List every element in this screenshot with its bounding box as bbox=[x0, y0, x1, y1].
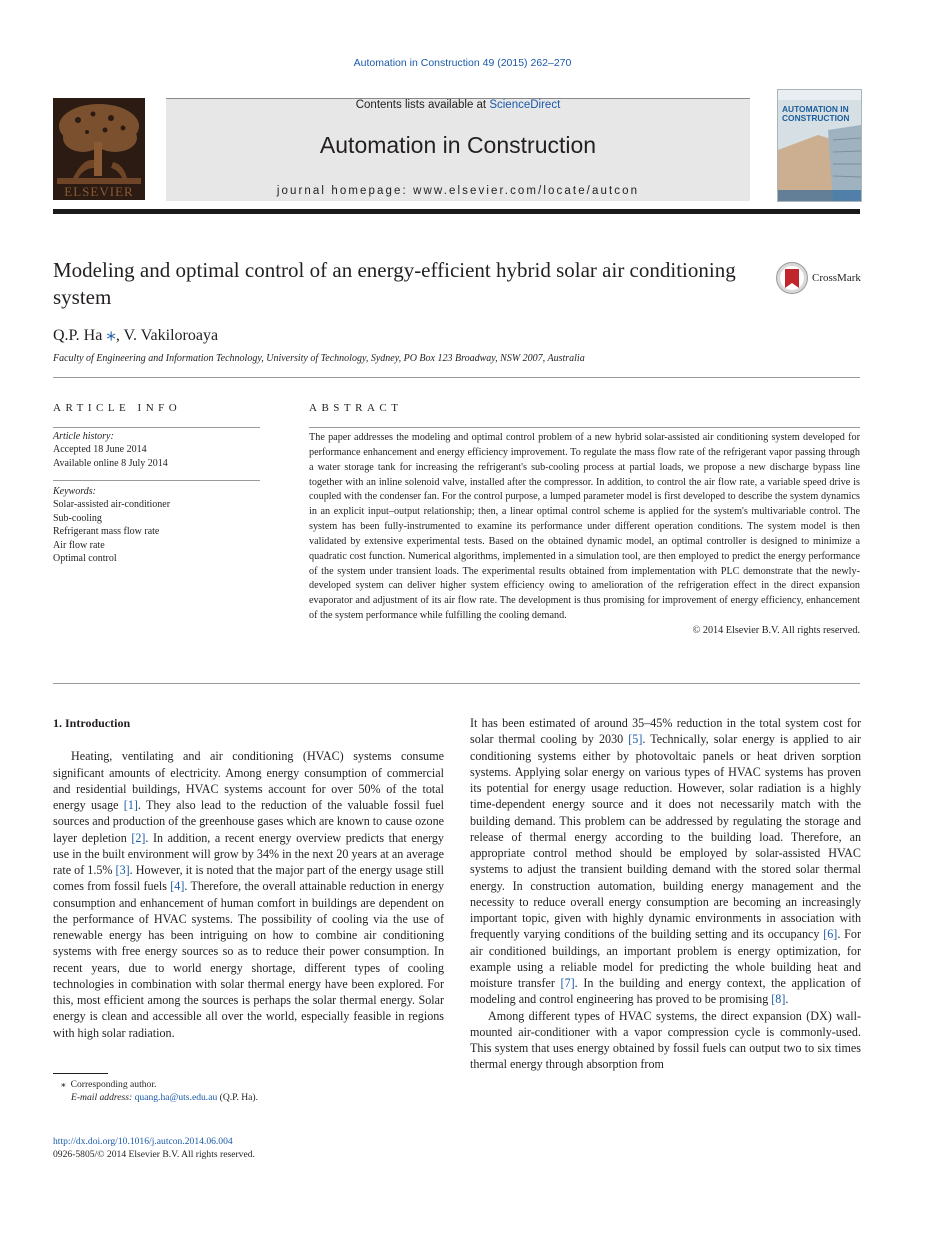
crossmark-label: CrossMark bbox=[812, 272, 861, 284]
doi-link[interactable]: http://dx.doi.org/10.1016/j.autcon.2014.06.004 bbox=[53, 1136, 233, 1147]
abstract-heading: ABSTRACT bbox=[309, 402, 403, 414]
citation-ref-4[interactable]: [4] bbox=[170, 879, 185, 894]
citation-ref-7[interactable]: [7] bbox=[560, 976, 575, 990]
article-history bbox=[53, 430, 260, 470]
corresponding-note: ⁎ Corresponding author. bbox=[61, 1079, 157, 1090]
history-label: Article history: bbox=[53, 431, 114, 442]
footnote-rule bbox=[53, 1073, 108, 1074]
keyword-item: Sub-cooling bbox=[53, 512, 102, 524]
abstract-copyright: © 2014 Elsevier B.V. All rights reserved. bbox=[692, 624, 860, 636]
publisher-wordmark: ELSEVIER bbox=[64, 184, 134, 199]
accepted-date: Accepted 18 June 2014 bbox=[53, 444, 147, 456]
journal-homepage[interactable]: journal homepage: www.elsevier.com/locate/autcon bbox=[276, 185, 640, 197]
citation-ref-8[interactable]: [8] bbox=[771, 992, 786, 1007]
intro-paragraph-1: Heating, ventilating and air conditioning (HVAC) systems consume significant amounts of electricity. Among energy consumption of commercial and residential buildings, HVAC systems account for over 50% of the total energy usage [1]. They also lead to the reduction of the valuable fossil fuel sources and production of the greenhouse gases which are known to cause ozone layer depletion [2]. In addition, a recent energy overview predicts that energy use in the built environment will grow by 34% in the next 20 years at an average rate of 1.5% [3]. However, it is noted that the major part of the energy usage still comes from fossil fuels [4]. Therefore, the overall attainable reduction in energy consumption and enhancement of human comfort in buildings are dependent on the performance of HVAC systems. The possibility of cooling via the use of renewable energy has been intriguing on how to combine air conditioning systems with free energy sources so as to reduce their power consumption. In recent years, due to world energy shortage, different types of cooling technologies in combination with solar thermal energy have been explored. For this, most efficient among the sources is perhaps the solar thermal energy. Solar energy is clean and accessible all over the world, especially feasible in regions with high solar radiation. bbox=[53, 749, 444, 1040]
author-email-link[interactable]: quang.ha@uts.edu.au bbox=[134, 1092, 218, 1104]
affiliation: Faculty of Engineering and Information Technology, University of Technology, Sydney, PO Box 123 Broadway, NSW 2007, Australia bbox=[53, 353, 585, 364]
paper-title: Modeling and optimal control of an energy-efficient hybrid solar air conditioning system bbox=[53, 258, 736, 309]
citation-ref-1[interactable]: [1] bbox=[123, 798, 138, 812]
header-rule bbox=[53, 209, 860, 214]
keywords-label: Keywords: bbox=[53, 486, 96, 497]
elsevier-logo bbox=[53, 98, 145, 200]
journal-cover-thumbnail bbox=[777, 89, 862, 202]
abstract-text: The paper addresses the modeling and optimal control problem of a new hybrid solar-assisted air conditioning system developed for performance enhancement and energy efficiency improvement. To regulate the mass flow rate of the refrigerant vapor passing through a water storage tank for increasing the refrigerant's sub-cooling process at partial loads, we propose a new discharge bypass line together with an inline solenoid valve, installed after the compressor. In addition, to control the air flow rate, a variable speed drive is coupled with the condenser fan. For the control purpose, a lumped parameter model is first developed to describe the system dynamics in an explicit input–output relationship; then, a linear optimal control scheme is applied for the system's multivariable control. The system has been fully-instrumented to examine its performance under different operation conditions. The system model is then validated by extensive experimental tests. Based on the obtained dynamic model, an optimal controller is designed to minimize a quadratic cost function. Numerical algorithms, implemented in a simulation tool, are then employed to predict the energy performance of the system under transient loads. The experimental results obtained from implementation with PLC demonstrate that the newly-developed system can deliver higher system efficiency owing to amelioration of the refrigeration effect in the direct expansion evaporator and adjustment of its air flow rate. The development is thus promising for improvement of energy efficiency, enhancement of the system performance while fulfilling the cooling demand. bbox=[309, 432, 860, 622]
corresponding-author-marker[interactable]: ⁎ bbox=[106, 324, 116, 345]
author-ha: Q.P. Ha bbox=[53, 327, 103, 344]
citation-ref-5[interactable]: [5] bbox=[628, 732, 643, 747]
keyword-item: Refrigerant mass flow rate bbox=[53, 526, 160, 538]
keyword-item: Solar-assisted air-conditioner bbox=[53, 499, 171, 511]
keywords-block bbox=[53, 485, 260, 565]
article-info-heading: ARTICLE INFO bbox=[53, 402, 182, 414]
sciencedirect-link[interactable]: ScienceDirect bbox=[489, 99, 561, 111]
issn-copyright: 0926-5805/© 2014 Elsevier B.V. All rights reserved. bbox=[53, 1149, 255, 1161]
citation-ref-2[interactable]: [2] bbox=[131, 830, 146, 845]
doi-block bbox=[53, 1135, 255, 1162]
citation-ref-6[interactable]: [6] bbox=[823, 927, 838, 942]
footnote bbox=[53, 1078, 444, 1105]
divider-bottom bbox=[53, 683, 860, 684]
intro-paragraph-2: Among different types of HVAC systems, the direct expansion (DX) wall-mounted air-conditioner with a vapor compression cycle is commonly-used. This system that uses energy obtained by fossil fuels can output two to six times thermal energy through absorption from bbox=[470, 1008, 861, 1072]
intro-paragraph-1-cont: It has been estimated of around 35–45% reduction in the total system cost for solar thermal cooling by 2030 [5]. Technically, solar energy is applied to air conditioning systems either by photovoltaic panels or heat driven sorption systems. Applying solar energy on various types of HVAC systems has proven its potential for energy usage reduction. However, solar radiation is a highly time-dependent energy source and it does not necessarily match with the building demand. This problem can be addressed by regulating the storage and release of thermal energy according to the building load. Therefore, an appropriate control method should be employed by solar-assisted HVAC systems to adjust the transient building demand with the stored solar thermal energy. In construction automation, building energy management and the necessity to reduce overall energy consumption are becoming an increasingly important topic, given with highly dynamic environments in association with frequently varying conditions of the building setting and its occupancy [6]. For air conditioned buildings, an important problem is energy optimization, for example using a reliable model for predicting the whole building heat and moisture transfer [7]. In the building and energy context, the application of modeling and control engineering has proved to be promising [8]. bbox=[470, 716, 861, 1007]
body-left-column bbox=[53, 715, 444, 1041]
author-vakiloroaya: , V. Vakiloroaya bbox=[115, 327, 219, 344]
crossmark-badge[interactable] bbox=[776, 261, 876, 295]
contents-line: Contents lists available at ScienceDirect bbox=[355, 99, 561, 111]
crossmark-icon bbox=[776, 261, 810, 295]
body-right-column bbox=[470, 715, 861, 1073]
keywords-rule bbox=[53, 480, 260, 481]
citation-ref-3[interactable]: [3] bbox=[115, 863, 130, 877]
online-date: Available online 8 July 2014 bbox=[53, 457, 168, 469]
article-info-rule bbox=[53, 427, 260, 428]
divider-top bbox=[53, 377, 860, 378]
email-note: E-mail address: quang.ha@uts.edu.au (Q.P. Ha). bbox=[71, 1092, 259, 1104]
section-heading-introduction: 1. Introduction bbox=[53, 716, 131, 730]
journal-citation[interactable]: Automation in Construction 49 (2015) 262–270 bbox=[353, 57, 572, 69]
keyword-item: Optimal control bbox=[53, 553, 117, 565]
cover-title: AUTOMATION IN CONSTRUCTION bbox=[782, 104, 850, 123]
journal-title: Automation in Construction bbox=[319, 132, 597, 158]
keyword-item: Air flow rate bbox=[53, 539, 105, 551]
abstract-body bbox=[309, 431, 860, 639]
author-list bbox=[53, 323, 218, 346]
abstract-rule bbox=[309, 427, 860, 428]
